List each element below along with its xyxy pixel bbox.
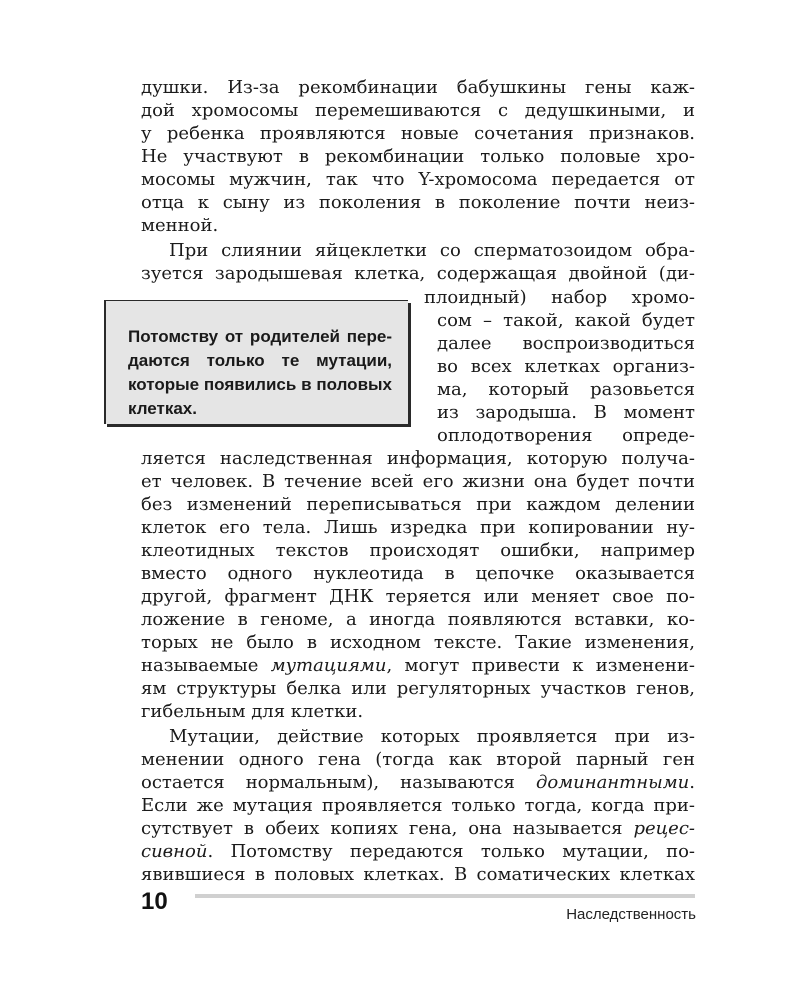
body-line: клеток его тела. Лишь изредка при копировании ну- bbox=[141, 517, 695, 538]
italic-term: мутациями bbox=[270, 655, 387, 676]
body-line: ляется наследственная информация, которую получа- bbox=[141, 448, 695, 469]
italic-term: сивной bbox=[141, 841, 208, 862]
page-number: 10 bbox=[141, 888, 168, 915]
body-line: ям структуры белка или регуляторных участков генов, bbox=[141, 678, 695, 699]
body-line bbox=[141, 817, 695, 840]
body-line: сом – такой, какой будет bbox=[437, 310, 695, 331]
italic-term: рецес- bbox=[633, 818, 695, 839]
sidebar-callout-box bbox=[104, 300, 408, 424]
body-line: При слиянии яйцеклетки со сперматозоидом обра- bbox=[169, 240, 695, 261]
body-line: вместо одного нуклеотида в цепочке оказывается bbox=[141, 563, 695, 584]
body-line: у ребенка проявляются новые сочетания признаков. bbox=[141, 123, 695, 144]
body-line bbox=[141, 840, 695, 863]
body-line bbox=[141, 654, 695, 677]
body-line: торых не было в исходном тексте. Такие изменения, bbox=[141, 632, 695, 653]
callout-line: Потомству от родителей пере- bbox=[128, 327, 392, 346]
body-line: зуется зародышевая клетка, содержащая двойной (ди- bbox=[141, 263, 695, 284]
body-line: плоидный) набор хромо- bbox=[424, 287, 695, 308]
body-line: менной. bbox=[141, 215, 219, 236]
body-line: ложение в геноме, а иногда появляются вставки, ко- bbox=[141, 609, 695, 630]
body-line: Не участвуют в рекомбинации только половые хро- bbox=[141, 146, 695, 167]
body-line: далее воспроизводиться bbox=[437, 333, 695, 354]
body-text: называемые bbox=[141, 655, 271, 676]
body-text: . Потомству передаются только мутации, по- bbox=[207, 841, 695, 862]
body-line: Мутации, действие которых проявляется при из- bbox=[169, 726, 695, 747]
body-text: остается нормальным), называются bbox=[141, 772, 536, 793]
body-line: дой хромосомы перемешиваются с дедушкиными, и bbox=[141, 100, 695, 121]
body-text: . bbox=[689, 772, 695, 793]
body-line: гибельным для клетки. bbox=[141, 701, 364, 722]
body-line: мосомы мужчин, так что Y-хромосома передается от bbox=[141, 169, 695, 190]
callout-line: которые появились в половых bbox=[128, 375, 392, 394]
running-title: Наследственность bbox=[566, 906, 696, 923]
body-line: Если же мутация проявляется только тогда, когда при- bbox=[141, 795, 695, 816]
italic-term: доминантными bbox=[535, 772, 690, 793]
body-line bbox=[141, 771, 695, 794]
body-line: душки. Из-за рекомбинации бабушкины гены каж- bbox=[141, 77, 695, 98]
body-line: другой, фрагмент ДНК теряется или меняет свое по- bbox=[141, 586, 695, 607]
callout-line: даются только те мутации, bbox=[128, 351, 392, 370]
body-line: во всех клетках организ- bbox=[437, 356, 695, 377]
body-line: ет человек. В течение всей его жизни она будет почти bbox=[141, 471, 695, 492]
body-line: без изменений переписываться при каждом делении bbox=[141, 494, 695, 515]
body-line: менении одного гена (тогда как второй парный ген bbox=[141, 749, 695, 770]
body-line: оплодотворения опреде- bbox=[437, 425, 695, 446]
body-line: явившиеся в половых клетках. В соматических клетках bbox=[141, 864, 695, 885]
body-text: , могут привести к изменени- bbox=[386, 655, 695, 676]
body-line: ма, который разовьется bbox=[437, 379, 695, 400]
body-line: из зародыша. В момент bbox=[437, 402, 695, 423]
footer-rule bbox=[195, 894, 695, 898]
callout-text bbox=[128, 325, 392, 421]
callout-line: клетках. bbox=[128, 399, 197, 418]
body-line: отца к сыну из поколения в поколение почти неиз- bbox=[141, 192, 695, 213]
body-text: сутствует в обеих копиях гена, она называется bbox=[141, 818, 634, 839]
body-line: клеотидных текстов происходят ошибки, например bbox=[141, 540, 695, 561]
